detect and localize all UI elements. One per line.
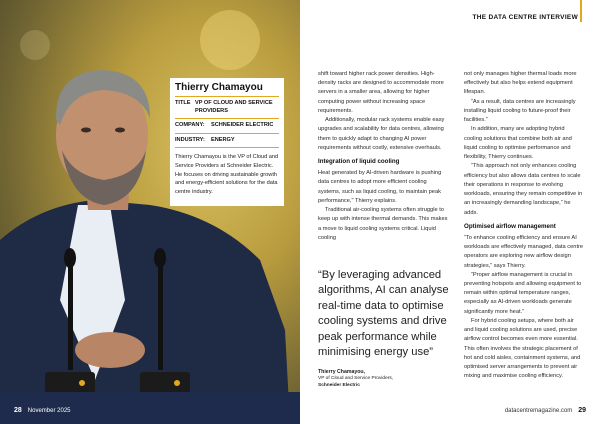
paragraph: Traditional air-cooling systems often struggle to keep up with intense thermal demands. This makes a move to liquid cooling systems critical. Liquid cooling [318, 207, 448, 241]
right-page-number: 29 [578, 407, 586, 414]
pull-quote-attribution [318, 369, 453, 390]
attribution-role: VP of Cloud and Service Providers, [318, 376, 394, 381]
running-head: THE DATA CENTRE INTERVIEW [472, 14, 578, 21]
profile-bio: Thierry Chamayou is the VP of Cloud and Service Providers at Schneider Electric. He focuses on driving sustainable growth and energy-efficient solutions for the data centre industry. [175, 154, 279, 195]
paragraph: “Proper airflow management is crucial in preventing hotspots and allowing equipment to remain within optimal temperature ranges, especially as AI-driven workloads generate significantly more heat.” [464, 271, 582, 315]
paragraph: Heat generated by AI-driven hardware is pushing data centres to adopt more efficient cooling systems, such as liquid cooling, to maintain peak performance," Thierry explains. [318, 170, 442, 204]
profile-industry-row [175, 134, 279, 149]
profile-name: Thierry Chamayou [175, 78, 279, 97]
company-label: COMPANY: [175, 122, 205, 129]
title-value: VP OF CLOUD AND SERVICE PROVIDERS [195, 100, 273, 114]
header-accent-rule [580, 0, 582, 22]
right-folio [505, 407, 586, 414]
profile-company-row [175, 119, 279, 134]
pull-quote-text: “By leveraging advanced algorithms, AI can analyse real-time data to optimise cooling systems and drive peak performance while minimising energy use” [318, 269, 449, 359]
company-value: SCHNEIDER ELECTRIC [211, 122, 274, 129]
paragraph: not only manages higher thermal loads more effectively but also helps extend equipment lifespan. [464, 71, 577, 96]
paragraph: For hybrid cooling setups, where both air and liquid cooling solutions are used, precise airflow control becomes even more essential. This often involves the strategic placement of hot and cold aisles, containment systems, and optimised server arrangements to prevent air mixing and maximise cooling efficiency. [464, 317, 581, 380]
profile-card [170, 78, 284, 206]
attribution-name: Thierry Chamayou, [318, 368, 365, 375]
left-page-number: 28 [14, 407, 22, 414]
issue-date: November 2025 [27, 408, 71, 414]
paragraph: shift toward higher rack power densities. High-density racks are designed to accommodate more servers in a smaller area, allowing for higher computing power without increasing space requirements. [318, 71, 444, 114]
left-folio [14, 407, 71, 414]
paragraph: Additionally, modular rack systems enable easy upgrades and scalability for data centres, allowing them to quickly adapt to changing AI power requirements without costly, extensive overhauls. [318, 117, 445, 151]
article-column-1 [318, 70, 450, 243]
pull-quote [318, 268, 453, 389]
paragraph: In addition, many are adopting hybrid cooling solutions that combine both air and liquid cooling to optimise performance and flexibility, Thierry continues. [464, 126, 572, 161]
paragraph: “To enhance cooling efficiency and ensure AI workloads are effectively managed, data centre operators are exploring new airflow design strategies,” says Thierry. [464, 234, 584, 269]
attribution-company: Schneider Electric [318, 382, 360, 388]
title-label: TITLE [175, 100, 191, 106]
website-url: datacentremagazine.com [504, 408, 573, 414]
section-heading-liquid-cooling: Integration of liquid cooling [318, 158, 400, 166]
industry-label: INDUSTRY: [175, 136, 205, 143]
article-column-2 [464, 70, 584, 382]
paragraph: “As a result, data centres are increasingly installing liquid cooling to future-proof their facilities.” [464, 98, 576, 124]
section-heading-airflow: Optimised airflow management [464, 222, 556, 230]
industry-value: ENERGY [211, 136, 235, 143]
paragraph: “This approach not only enhances cooling efficiency but also allows data centres to scale their operations in response to evolving workloads, ensuring they remain competitive in an increasingly demanding landscape,” he adds. [464, 163, 583, 216]
profile-title-row [175, 97, 279, 119]
